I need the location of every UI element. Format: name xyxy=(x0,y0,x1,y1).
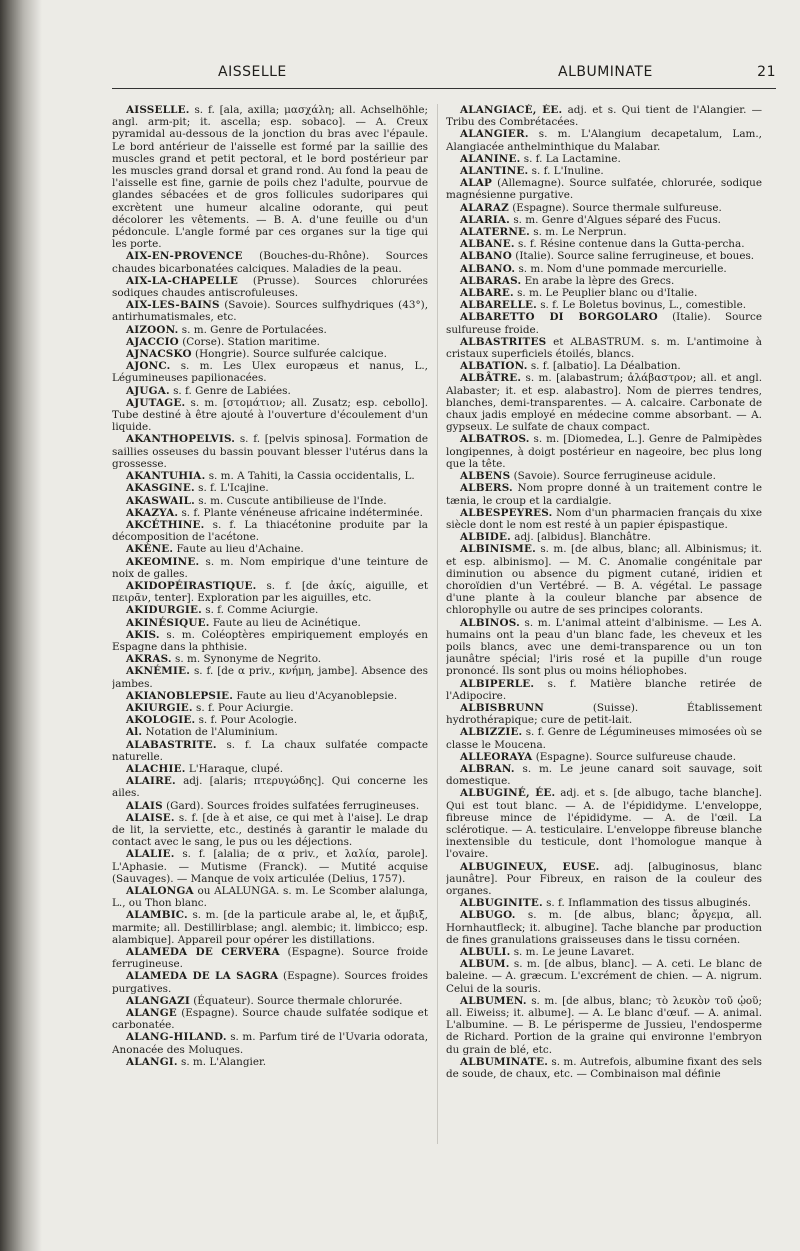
dictionary-entry xyxy=(446,909,762,946)
entry-definition: (Équateur). Source thermale chlorurée. xyxy=(189,994,403,1007)
entry-definition: s. m. Synonyme de Negrito. xyxy=(171,653,322,666)
entry-definition: Notation de l'Aluminium. xyxy=(142,726,278,739)
entry-headword: ALANTINE. xyxy=(460,165,529,178)
dictionary-entry xyxy=(112,763,428,775)
entry-definition: s. f. [alalia; de α priv., et λαλία, parole]. L'Aphasie. — Mutisme (Franck). — Mutité acquise (Sauvages). — Manque de voix articulée (Delius, 1757). xyxy=(112,848,428,885)
dictionary-entry xyxy=(112,324,428,336)
entry-definition: s. f. Plante vénéneuse africaine indéterminée. xyxy=(178,506,423,519)
entry-definition: s. f. Pour Acologie. xyxy=(195,714,297,727)
dictionary-entry xyxy=(446,470,762,482)
dictionary-entry xyxy=(112,250,428,274)
dictionary-entry xyxy=(446,299,762,311)
entry-headword: AKAZYA. xyxy=(126,506,179,519)
entry-definition: (Prusse). Sources chlorurées sodiques chaudes antiscrofuleuses. xyxy=(112,274,428,300)
entry-definition: (Corse). Station maritime. xyxy=(178,335,320,348)
entry-definition: s. m. Le Peuplier blanc ou d'Italie. xyxy=(513,287,698,300)
dictionary-entry xyxy=(112,1007,428,1031)
dictionary-entry xyxy=(112,385,428,397)
entry-headword: AKASWAIL. xyxy=(126,494,195,507)
dictionary-entry xyxy=(112,1031,428,1055)
dictionary-entry xyxy=(112,995,428,1007)
dictionary-entry xyxy=(446,263,762,275)
entry-definition: adj. et s. Qui tient de l'Alangier. — Tribu des Combrétacées. xyxy=(446,104,762,129)
dictionary-entry xyxy=(446,433,762,470)
entry-definition: (Savoie). Sources sulfhydriques (43°), antirhumatismales, etc. xyxy=(112,299,428,324)
entry-definition: Nom d'un pharmacien français du xixe siècle dont le nom est resté à un papier épispastique. xyxy=(446,506,762,531)
dictionary-entry xyxy=(446,531,762,543)
dictionary-entry xyxy=(446,128,762,152)
entry-definition: (Savoie). Source ferrugineuse acidule. xyxy=(510,470,716,483)
dictionary-entry xyxy=(446,995,762,1056)
entry-definition: s. f. [de α priv., κνήμη, jambe]. Absence des jambes. xyxy=(112,665,428,690)
entry-definition: s. f. [albatio]. La Déalbation. xyxy=(527,360,681,373)
entry-definition: adj. [albidus]. Blanchâtre. xyxy=(510,531,651,544)
entry-headword: Al. xyxy=(126,726,143,739)
entry-definition: s. m. Parfum tiré de l'Uvaria odorata, Anonacée des Moluques. xyxy=(112,1031,428,1056)
dictionary-entry xyxy=(446,226,762,238)
dictionary-entry xyxy=(446,104,762,128)
entry-definition: s. m. L'Alangier. xyxy=(177,1055,267,1068)
entry-definition: s. f. Comme Aciurgie. xyxy=(201,604,319,617)
entry-definition: s. f. Genre de Légumineuses mimosées où se classe le Moucena. xyxy=(446,726,762,751)
entry-headword: AKASGINE. xyxy=(126,482,195,495)
entry-definition: s. m. Genre de Portulacées. xyxy=(178,323,327,336)
entry-definition: En arabe la lèpre des Grecs. xyxy=(521,274,675,287)
dictionary-entry xyxy=(112,604,428,616)
entry-definition: s. m. [de albus, blanc]. — A. ceti. Le blanc de baleine. — A. græcum. L'excrément de chien. — A. nigrum. Celui de la souris. xyxy=(446,958,762,995)
entry-definition: s. f. Pour Aciurgie. xyxy=(192,701,294,714)
entry-definition: s. m. Le Nerprun. xyxy=(529,226,627,239)
entry-headword: ALBANO xyxy=(460,250,512,263)
entry-headword: ALATERNE. xyxy=(460,226,530,239)
entry-headword: AKIDURGIE. xyxy=(126,604,202,617)
running-header xyxy=(112,62,776,89)
entry-headword: AKNÉMIE. xyxy=(126,665,191,678)
book-binding-shadow xyxy=(0,0,42,1251)
entry-headword: AJUGA. xyxy=(126,384,170,397)
entry-headword: ALBRAN. xyxy=(460,762,515,775)
entry-definition: s. f. L'Icajine. xyxy=(194,482,269,495)
entry-definition: Faute au lieu de Acinétique. xyxy=(209,616,361,629)
entry-definition: s. m. A Tahiti, la Cassia occidentalis, L. xyxy=(205,470,415,483)
entry-headword: ALBINISME. xyxy=(460,543,536,556)
entry-definition: adj. [albuginosus, blanc jaunâtre]. Pour Fibreux, en raison de la couleur des organes. xyxy=(446,860,762,897)
entry-definition: (Italie). Source sulfureuse froide. xyxy=(446,311,762,336)
dictionary-entry xyxy=(112,800,428,812)
entry-definition: s. f. La chaux sulfatée compacte naturelle. xyxy=(112,738,428,763)
entry-headword: AISSELLE. xyxy=(126,104,190,116)
entry-headword: AJONC. xyxy=(126,360,171,373)
entry-definition: s. m. Le jeune canard soit sauvage, soit domestique. xyxy=(446,762,762,788)
dictionary-entry xyxy=(446,897,762,909)
entry-headword: AIX-EN-PROVENCE xyxy=(126,250,243,263)
dictionary-entry xyxy=(112,470,428,482)
entry-headword: ALBARELLE. xyxy=(460,299,537,312)
entry-definition: s. f. Le Boletus bovinus, L., comestible. xyxy=(536,299,747,312)
entry-definition: s. f. L'Inuline. xyxy=(528,165,604,178)
entry-definition: (Gard). Sources froides sulfatées ferrugineuses. xyxy=(162,799,420,812)
entry-headword: ALLEORAYA xyxy=(460,750,533,763)
entry-definition: (Suisse). Établissement hydrothérapique; cure de petit-lait. xyxy=(446,701,762,727)
entry-headword: ALBUGINITE. xyxy=(460,897,543,910)
entry-headword: AJACCIO xyxy=(126,335,179,348)
entry-definition: s. m. [de albus, blanc; all. Albinismus; it. et esp. albinismo]. — M. C. Anomalie congénitale par diminution ou absence du pigment cutané, iridien et choroïdien d'un Vertébré. — B. A. végétal. Le passage d'une plante à la couleur blanche par absence de chlorophylle ou autre de ses principes colorants. xyxy=(446,543,762,617)
entry-definition: s. f. Résine contenue dans la Gutta-percha. xyxy=(514,238,745,251)
dictionary-entry xyxy=(446,678,762,702)
entry-definition: adj. [alaris; πτερυγώδης]. Qui concerne les ailes. xyxy=(112,775,428,800)
entry-headword: ALBASTRITES xyxy=(460,335,547,348)
dictionary-entry xyxy=(112,665,428,689)
right-column xyxy=(446,104,762,1184)
dictionary-entry xyxy=(446,617,762,678)
entry-definition: s. f. Genre de Labiées. xyxy=(169,384,291,397)
dictionary-entry xyxy=(446,153,762,165)
dictionary-entry xyxy=(112,775,428,799)
dictionary-entry xyxy=(112,507,428,519)
dictionary-entry xyxy=(446,507,762,531)
entry-definition: s. f. [de ἀκίς, aiguille, et πειρᾶν, tenter]. Exploration par les aiguilles, etc. xyxy=(112,579,428,605)
entry-definition: s. f. Inflammation des tissus albuginés. xyxy=(542,897,751,910)
entry-definition: (Espagne). Source thermale sulfureuse. xyxy=(508,201,722,214)
dictionary-entry xyxy=(446,360,762,372)
dictionary-entry xyxy=(446,726,762,750)
dictionary-entry xyxy=(112,702,428,714)
entry-headword: ALANGIACÉ, ÉE. xyxy=(460,104,563,116)
entry-headword: ALARAZ xyxy=(460,201,509,214)
entry-definition: (Hongrie). Source sulfurée calcique. xyxy=(191,348,387,361)
entry-definition: s. m. [de albus, blanc; τὸ λευκὸν τοῦ ᾠοῦ; all. Eiweiss; it. albume]. — A. Le blanc d'œuf. — A. animal. L'albumine. — B. Le périsperme de Jussieu, l'endosperme de Richard. Portion de la graine qui environne l'embryon du grain de blé, etc. xyxy=(446,994,762,1056)
entry-columns xyxy=(112,104,776,1184)
entry-headword: ALBUGINÉ, ÉE. xyxy=(460,787,556,800)
entry-definition: s. m. Autrefois, albumine fixant des sels de soude, de chaux, etc. — Combinaison mal définie xyxy=(446,1055,762,1081)
entry-headword: ALANGIER. xyxy=(460,128,529,141)
dictionary-entry xyxy=(446,275,762,287)
entry-headword: ALANGAZI xyxy=(126,994,190,1007)
dictionary-entry xyxy=(446,763,762,787)
entry-headword: ALBISBRUNN xyxy=(460,701,544,714)
dictionary-entry xyxy=(112,433,428,470)
entry-definition: (Allemagne). Source sulfatée, chlorurée, sodique magnésienne purgative. xyxy=(446,177,762,202)
entry-headword: ALACHIE. xyxy=(126,762,186,775)
entry-definition: ou ALALUNGA. s. m. Le Scomber alalunga, L., ou Thon blanc. xyxy=(112,885,428,910)
dictionary-entry xyxy=(446,1056,762,1080)
dictionary-entry xyxy=(112,714,428,726)
entry-definition: s. f. La Lactamine. xyxy=(520,152,621,165)
dictionary-entry xyxy=(446,250,762,262)
entry-headword: ALBESPEYRES. xyxy=(460,506,553,519)
dictionary-entry xyxy=(112,1056,428,1068)
entry-headword: ALBUGINEUX, EUSE. xyxy=(460,860,600,873)
entry-definition: adj. et s. [de albugo, tache blanche]. Qui est tout blanc. — A. de l'épididyme. L'enveloppe, fibreuse mince de l'épididyme. — A. de l'œil. La sclérotique. — A. testiculaire. L'enveloppe fibreuse blanche inextensible du testicule, dont l'homologue manque à l'ovaire. xyxy=(446,787,762,861)
dictionary-entry xyxy=(112,617,428,629)
entry-headword: ALBUM. xyxy=(460,958,510,971)
entry-definition: s. m. Nom d'une pommade mercurielle. xyxy=(515,262,727,275)
entry-headword: AKÈNE. xyxy=(126,543,174,556)
dictionary-entry xyxy=(112,970,428,994)
dictionary-entry xyxy=(112,482,428,494)
entry-headword: ALAISE. xyxy=(126,811,175,824)
entry-headword: ALANGE xyxy=(126,1007,177,1020)
entry-definition: s. f. [pelvis spinosa]. Formation de saillies osseuses du bassin pouvant blesser l'utérus dans la grossesse. xyxy=(112,433,428,470)
dictionary-entry xyxy=(446,336,762,360)
entry-definition: s. m. Cuscute antibilieuse de l'Inde. xyxy=(194,494,387,507)
entry-headword: ALBUMEN. xyxy=(460,994,527,1007)
entry-headword: AIX-LA-CHAPELLE xyxy=(126,274,239,287)
dictionary-entry xyxy=(112,690,428,702)
dictionary-entry xyxy=(446,702,762,726)
dictionary-entry xyxy=(112,275,428,299)
dictionary-entry xyxy=(446,482,762,506)
entry-headword: AKOLOGIE. xyxy=(126,714,196,727)
dictionary-entry xyxy=(112,495,428,507)
entry-headword: ALAMEDA DE LA SAGRA xyxy=(126,970,279,983)
entry-headword: ALALIE. xyxy=(126,848,175,861)
left-column xyxy=(112,104,428,1184)
dictionary-entry xyxy=(112,348,428,360)
entry-headword: ALAMBIC. xyxy=(126,909,188,922)
entry-headword: ALBIPERLE. xyxy=(460,677,535,690)
dictionary-entry xyxy=(112,726,428,738)
page-number: 21 xyxy=(757,64,776,80)
entry-definition: s. m. Coléoptères empiriquement employés en Espagne dans la phthisie. xyxy=(112,628,428,653)
dictionary-entry xyxy=(112,519,428,543)
dictionary-entry xyxy=(446,202,762,214)
entry-headword: ALBARAS. xyxy=(460,274,522,287)
dictionary-entry xyxy=(446,311,762,335)
dictionary-entry xyxy=(112,580,428,604)
dictionary-entry xyxy=(112,397,428,434)
entry-headword: AJNACSKO xyxy=(126,348,192,361)
entry-definition: s. m. [alabastrum; ἀλάβαστρον; all. et angl. Alabaster; it. et esp. alabastro]. Nom de pierres tendres, blanches, demi-transparentes. — A. calcaire. Carbonate de chaux jadis employé en médecine comme absorbant. — A. gypseux. Le sulfate de chaux compact. xyxy=(446,372,762,434)
entry-headword: ALBANO. xyxy=(460,262,516,275)
entry-definition: s. f. Matière blanche retirée de l'Adipocire. xyxy=(446,677,762,702)
dictionary-entry xyxy=(112,299,428,323)
header-left-word: AISSELLE xyxy=(218,64,287,80)
entry-definition: (Bouches-du-Rhône). Sources chaudes bicarbonatées calciques. Maladies de la peau. xyxy=(112,250,428,275)
entry-headword: AKRAS. xyxy=(126,653,172,666)
entry-headword: AKCÉTHINE. xyxy=(126,518,205,531)
entry-headword: ALBANE. xyxy=(460,238,515,251)
entry-headword: ALANGI. xyxy=(126,1055,178,1068)
entry-definition: s. m. [στομάτιον; all. Zusatz; esp. cebollo]. Tube destiné à être ajouté à l'ouverture d'écoulement d'un liquide. xyxy=(112,396,428,434)
entry-definition: s. m. [de la particule arabe al, le, et ἄμβιξ, marmite; all. Destillirblase; angl. alembic; it. limbicco; esp. alambique]. Appareil pour opérer les distillations. xyxy=(112,909,428,946)
header-right-word: ALBUMINATE xyxy=(558,64,653,80)
entry-headword: AKIS. xyxy=(126,628,160,641)
dictionary-entry xyxy=(446,543,762,616)
entry-headword: AIX-LES-BAINS xyxy=(126,299,220,312)
dictionary-entry xyxy=(446,861,762,898)
dictionary-entry xyxy=(446,238,762,250)
entry-headword: AKIURGIE. xyxy=(126,701,193,714)
entry-definition: Faute au lieu d'Achaine. xyxy=(173,543,304,556)
dictionary-entry xyxy=(112,848,428,885)
dictionary-entry xyxy=(112,360,428,384)
dictionary-entry xyxy=(112,739,428,763)
entry-headword: AKIDOPÉIRASTIQUE. xyxy=(126,579,257,592)
dictionary-entry xyxy=(112,629,428,653)
entry-headword: ALBUGO. xyxy=(460,909,516,922)
entry-definition: s. m. [de albus, blanc; ἄργεμα, all. Hornhautfleck; it. albugine]. Tache blanche par production de fines granulations graisseuses dans le tissu cornéen. xyxy=(446,909,762,946)
entry-definition: s. m. L'Alangium decapetalum, Lam., Alangiacée anthelminthique du Malabar. xyxy=(446,128,762,153)
entry-headword: ALANINE. xyxy=(460,152,521,165)
dictionary-entry xyxy=(446,958,762,995)
entry-headword: ALBIDE. xyxy=(460,531,511,544)
entry-definition: s. f. La thiacétonine produite par la décomposition de l'acétone. xyxy=(112,518,428,544)
entry-headword: ALBUMINATE. xyxy=(460,1055,549,1068)
dictionary-entry xyxy=(446,287,762,299)
dictionary-entry xyxy=(112,104,428,250)
entry-headword: ALBERS. xyxy=(460,482,513,495)
dictionary-entry xyxy=(446,751,762,763)
entry-definition: s. m. [Diomedea, L.]. Genre de Palmipèdes longipennes, à doigt postérieur en nageoire, bec plus long que la tête. xyxy=(446,433,762,470)
dictionary-entry xyxy=(446,787,762,860)
dictionary-entry xyxy=(112,543,428,555)
entry-definition: et ALBASTRUM. s. m. L'antimoine à cristaux superficiels étoilés, blancs. xyxy=(446,335,762,361)
entry-headword: AKEOMINE. xyxy=(126,555,200,568)
entry-definition: (Espagne). Source sulfureuse chaude. xyxy=(532,750,737,763)
dictionary-entry xyxy=(446,372,762,433)
dictionary-entry xyxy=(112,336,428,348)
entry-headword: ALBIZZIE. xyxy=(460,726,523,739)
entry-definition: (Italie). Source saline ferrugineuse, et boues. xyxy=(511,250,755,263)
entry-definition: s. f. [ala, axilla; μασχάλη; all. Achselhöhle; angl. arm-pit; it. ascella; esp. sobaco]. — A. Creux pyramidal au-dessous de la jonction du bras avec l'épaule. Le bord antérieur de l'aisselle est formé par la saillie des muscles grand et petit pectoral, et le bord postérieur par les muscles grand dorsal et grand rond. Au fond la peau de l'aisselle est fine, garnie de poils chez l'adulte, pourvue de glandes sébacées et de gros follicules sudoripares qui excrètent une humeur alcaline odorante, qui peut décolorer les vêtements. — B. A. d'une feuille ou d'un pédoncule. L'angle formé par ces organes sur la tige qui les porte. xyxy=(112,104,428,251)
dictionary-entry xyxy=(446,165,762,177)
entry-definition: L'Haraque, clupé. xyxy=(185,762,284,775)
entry-headword: AKIANOBLEPSIE. xyxy=(126,689,234,702)
entry-headword: ALBINOS. xyxy=(460,616,520,629)
entry-definition: (Espagne). Source chaude sulfatée sodique et carbonatée. xyxy=(112,1007,428,1032)
entry-headword: ALAIS xyxy=(126,799,163,812)
entry-headword: ALAIRE. xyxy=(126,775,176,788)
entry-headword: ALBENS xyxy=(460,470,511,483)
entry-headword: ALALONGA xyxy=(126,885,194,897)
entry-headword: ALAP xyxy=(460,177,493,190)
entry-headword: AKINÉSIQUE. xyxy=(126,616,210,629)
dictionary-entry xyxy=(446,214,762,226)
dictionary-entry xyxy=(112,812,428,849)
entry-definition: Nom propre donné à un traitement contre le tænia, le croup et la cardialgie. xyxy=(446,482,762,507)
entry-definition: s. m. Genre d'Algues séparé des Fucus. xyxy=(510,213,721,226)
entry-headword: AIZOON. xyxy=(126,323,179,336)
dictionary-entry xyxy=(112,909,428,946)
dictionary-entry xyxy=(112,653,428,665)
dictionary-entry xyxy=(112,885,428,909)
entry-headword: AJUTAGE. xyxy=(126,396,186,409)
dictionary-entry xyxy=(112,946,428,970)
entry-headword: ALBULI. xyxy=(460,946,511,959)
entry-definition: s. m. Le jeune Lavaret. xyxy=(510,946,635,959)
entry-headword: ALABASTRITE. xyxy=(126,738,217,751)
entry-headword: AKANTHOPELVIS. xyxy=(126,433,236,446)
entry-definition: (Espagne). Source froide ferrugineuse. xyxy=(112,946,428,971)
entry-definition: s. m. Nom empirique d'une teinture de noix de galles. xyxy=(112,555,428,580)
entry-headword: ALARIA. xyxy=(460,213,511,226)
dictionary-entry xyxy=(446,177,762,201)
dictionary-entry xyxy=(446,946,762,958)
entry-headword: ALAMEDA DE CERVERA xyxy=(126,946,280,959)
entry-definition: s. m. Les Ulex europæus et nanus, L., Légumineuses papilionacées. xyxy=(112,360,428,385)
entry-headword: ALANG-HILAND. xyxy=(126,1031,227,1044)
entry-headword: ALBÂTRE. xyxy=(460,372,522,385)
entry-definition: s. m. L'animal atteint d'albinisme. — Les A. humains ont la peau d'un blanc fade, les cheveux et les poils blancs, avec une demi-transparence ou un ton jaunâtre spécial; l'iris rosé et la pupille d'un rouge prononcé. Ils sont plus ou moins héliophobes. xyxy=(446,616,762,678)
dictionary-page xyxy=(112,62,776,1182)
entry-headword: ALBATION. xyxy=(460,360,528,373)
entry-headword: AKANTUHIA. xyxy=(126,470,206,483)
entry-headword: ALBATROS. xyxy=(460,433,530,446)
entry-definition: (Espagne). Sources froides purgatives. xyxy=(112,970,428,995)
entry-definition: Faute au lieu d'Acyanoblepsie. xyxy=(233,689,398,702)
entry-definition: s. f. [de à et aise, ce qui met à l'aise]. Le drap de lit, la serviette, etc., destinés à garantir le malade du contact avec le sang, le pus ou les déjections. xyxy=(112,811,428,849)
dictionary-entry xyxy=(112,556,428,580)
entry-headword: ALBARETTO DI BORGOLARO xyxy=(460,311,658,324)
entry-headword: ALBARE. xyxy=(460,287,514,300)
